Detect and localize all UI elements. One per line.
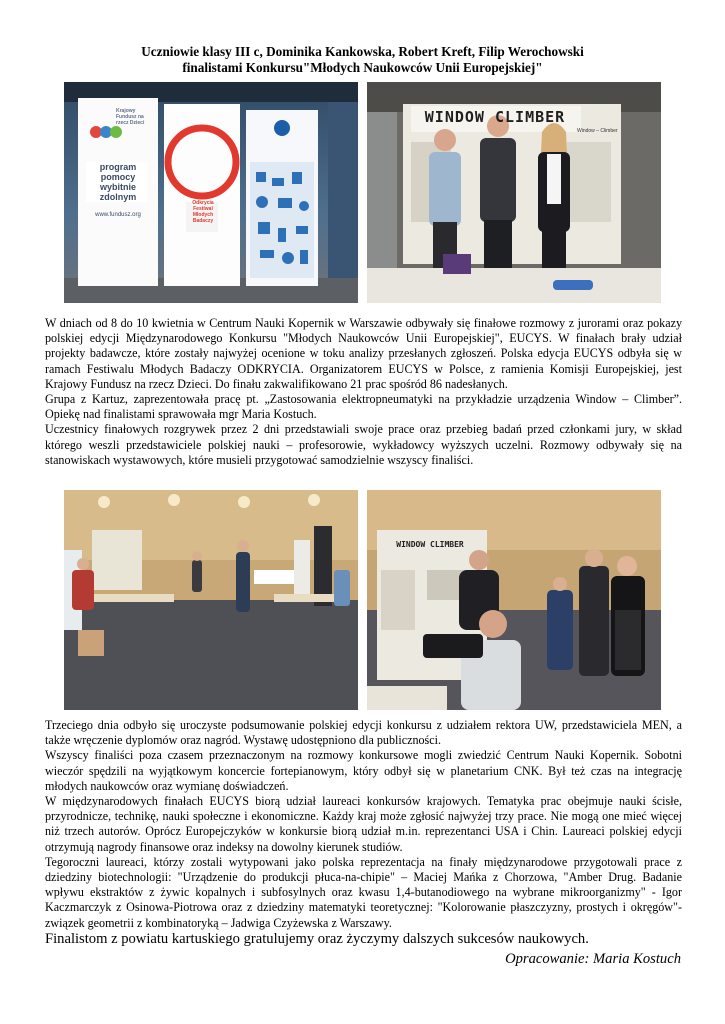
paragraph-laureates: Tegoroczni laureaci, którzy zostali wytypowani jako polska reprezentacja na finały międzynarodowe przygotowali prace z dziedziny biotechnologii: "Urządzenie do produkcji płuca-na-chipie" – Maciej Mańka z Chorzowa, "Amber Drug. Badanie wpływu ekstraktów z żywic kopalnych i subfosylnych oraz kwasu 1,4-butanodiowego na wybrane mikroorganizmy" - Igor Kaczmarczyk z Osinowa-Piotrowa oraz z dziedziny matematyki teoretycznej: "Kolorowanie płaszczyzny, prostych i okręgów"- związek geometrii z kombinatoryką – Jadwiga Czyżewska z Warszawy.: [45, 854, 682, 930]
paragraph-eucys: W międzynarodowych finałach EUCYS biorą udział laureaci konkursów krajowych. Tematyka prac obejmuje nauki ścisłe, przyrodnicze, technikę, nauki społeczne i ekonomiczne. Każdy kraj może zgłosić najwyżej trzy prace. Nie mogą one mieć więcej niż trzech autorów. Oprócz Europejczyków w konkursie biorą udział m.in. reprezentanci USA i Chin. Laureaci polskiej edycji otrzymują nagrody finansowe oraz indeksy na dowolny kierunek studiów.: [45, 794, 682, 854]
banner-fundusz-url: www.fundusz.org: [95, 212, 141, 218]
banner-odkrycia: Odkrycia Festiwal Młodych Badaczy: [192, 200, 214, 224]
page-title: [40, 44, 685, 76]
photo-exhibition-hall: [64, 490, 358, 710]
paragraph-kopernik: Wszyscy finaliści poza czasem przeznaczonym na rozmowy konkursowe mogli zwiedzić Centrum Nauki Kopernik. Sobotni wieczór spędzili na wyjątkowym koncercie fortepianowym, który odbył się w planetarium CNK. Był też czas na integrację młodych naukowców oraz wymianę doświadczeń.: [45, 748, 682, 793]
text-block-1: [45, 316, 682, 468]
poster-title: WINDOW CLIMBER: [424, 108, 566, 126]
title-line-2: finalistami Konkursu"Młodych Naukowców Unii Europejskiej": [182, 60, 543, 75]
photo-camera-interview: [367, 490, 661, 710]
paragraph-finals: Uczestnicy finałowych rozgrywek przez 2 dni przedstawiali swoje prace oraz przebieg badań przed członkami jury, w skład którego weszli przedstawiciele polskiej nauki – profesorowie, wykładowcy wyższych uczelni. Rozmowy odbywały się na stanowiskach wystawowych, które musieli przygotować samodzielnie wszyscy finaliści.: [45, 422, 682, 467]
text-block-2: [45, 718, 682, 948]
photo-banners: [64, 82, 358, 303]
paragraph-kartuzy: Grupa z Kartuz, zaprezentowała pracę pt. „Zastosowania elektropneumatyki na przykładzie urządzenia Window – Climber”. Opiekę nad finalistami sprawowała mgr Maria Kostuch.: [45, 392, 682, 422]
banner-fundusz-program: program pomocy wybitnie zdolnym: [99, 162, 137, 202]
paragraph-intro: W dniach od 8 do 10 kwietnia w Centrum Nauki Kopernik w Warszawie odbywały się finałowe rozmowy z jurorami oraz pokazy polskiej edycji Międzynarodowego Konkursu "Młodych Naukowców Unii Europejskiej", EUCYS. W finałach brały udział projekty badawcze, które zostały najwyżej ocenione w toku analizy przesłanych zgłoszeń. Polska edycja EUCYS odbyła się w ramach Festiwalu Młodych Badaczy ODKRYCIA. Organizatorem EUCYS w Polsce, z ramienia Komisji Europejskiej, jest Krajowy Fundusz na rzecz Dzieci. Do finału zakwalifikowano 21 prac spośród 86 nadesłanych.: [45, 316, 682, 391]
poster-subtitle: Window – Climber: [577, 128, 618, 134]
banner-fundusz-name: Krajowy Fundusz na rzecz Dzieci: [116, 108, 145, 126]
author-signature: Opracowanie: Maria Kostuch: [505, 951, 681, 967]
title-line-1: Uczniowie klasy III c, Dominika Kankowska, Robert Kreft, Filip Werochowski: [141, 44, 584, 59]
photo-students: [367, 82, 661, 303]
poster-title-2: WINDOW CLIMBER: [396, 540, 464, 549]
paragraph-ceremony: Trzeciego dnia odbyło się uroczyste podsumowanie polskiej edycji konkursu z udziałem rektora UW, przedstawiciela MEN, a także wręczenie dyplomów oraz nagród. Wystawę udostępniono dla publiczności.: [45, 718, 682, 748]
paragraph-congratulations: Finalistom z powiatu kartuskiego gratulujemy oraz życzymy dalszych sukcesów naukowych.: [45, 930, 589, 947]
